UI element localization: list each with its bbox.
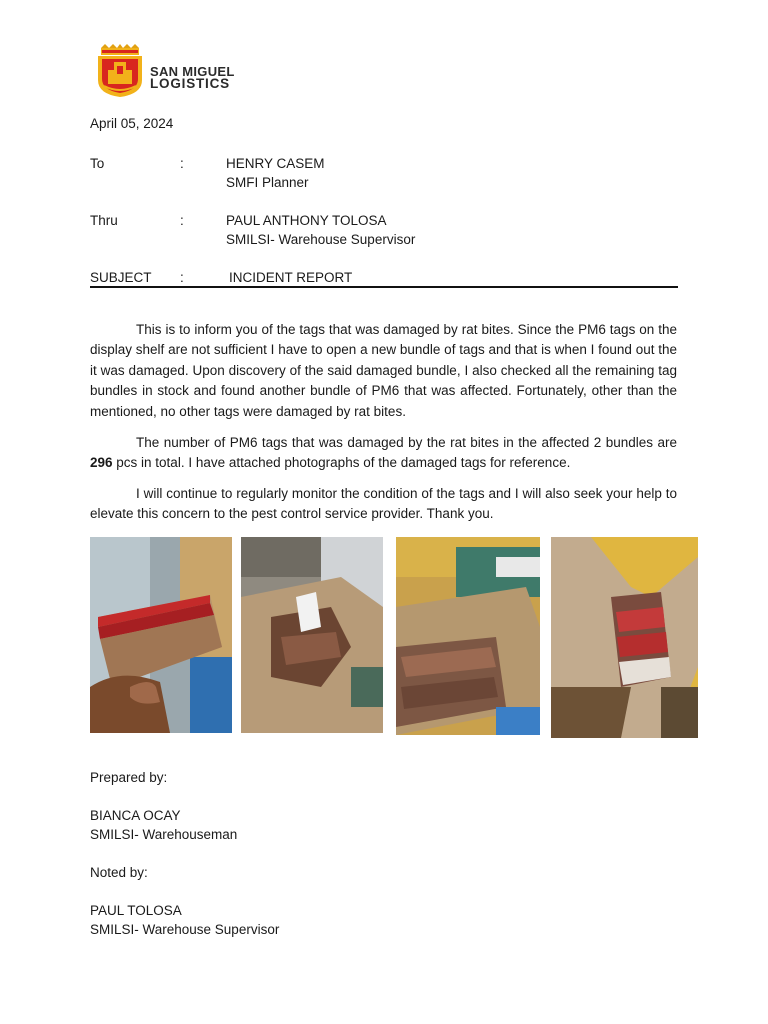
subject-value: INCIDENT REPORT	[229, 270, 353, 285]
prepared-by-label: Prepared by:	[90, 770, 168, 785]
damaged-count: 296	[90, 455, 113, 471]
noted-by-name: PAUL TOLOSA	[90, 903, 182, 918]
letter-date: April 05, 2024	[90, 116, 174, 131]
subject-label: SUBJECT	[90, 270, 152, 285]
thru-title: SMILSI- Warehouse Supervisor	[226, 232, 416, 247]
thru-label: Thru	[90, 213, 118, 228]
subject-separator: :	[180, 270, 184, 285]
paragraph-1: This is to inform you of the tags that was damaged by rat bites. Since the PM6 tags on the display shelf are not sufficient I have to open a new bundle of tags and that is when I found out the it was damaged. Upon discovery of the said damaged bundle, I also checked all the remaining tag bundles in stock and found another bundle of PM6 that was affected. Fortunately, other than the mentioned, no other tags were damaged by rat bites.	[90, 322, 677, 419]
damaged-tags-photo-3	[396, 537, 540, 735]
paragraph-2	[90, 433, 677, 474]
logo-crest-icon	[92, 44, 148, 98]
paragraph-2-end: pcs in total. I have attached photographs of the damaged tags for reference.	[112, 455, 571, 471]
prepared-by-name: BIANCA OCAY	[90, 808, 181, 823]
paragraph-2-start: The number of PM6 tags that was damaged by the rat bites in the affected 2 bundles are	[136, 435, 677, 450]
to-title: SMFI Planner	[226, 175, 309, 190]
thru-separator: :	[180, 213, 184, 228]
to-separator: :	[180, 156, 184, 171]
logo-line1: SAN MIGUEL	[150, 64, 235, 79]
to-name: HENRY CASEM	[226, 156, 325, 171]
company-logo	[92, 44, 257, 98]
subject-divider	[90, 286, 678, 288]
logo-line2: LOGISTICS	[150, 76, 230, 91]
noted-by-label: Noted by:	[90, 865, 148, 880]
noted-by-title: SMILSI- Warehouse Supervisor	[90, 922, 280, 937]
damaged-tags-photo-4	[551, 537, 698, 738]
thru-name: PAUL ANTHONY TOLOSA	[226, 213, 387, 228]
to-label: To	[90, 156, 105, 171]
prepared-by-title: SMILSI- Warehouseman	[90, 827, 238, 842]
damaged-tags-photo-2	[241, 537, 383, 733]
paragraph-3: I will continue to regularly monitor the condition of the tags and I will also seek your help to elevate this concern to the pest control service provider. Thank you.	[90, 486, 677, 522]
damaged-tags-photo-1	[90, 537, 232, 733]
